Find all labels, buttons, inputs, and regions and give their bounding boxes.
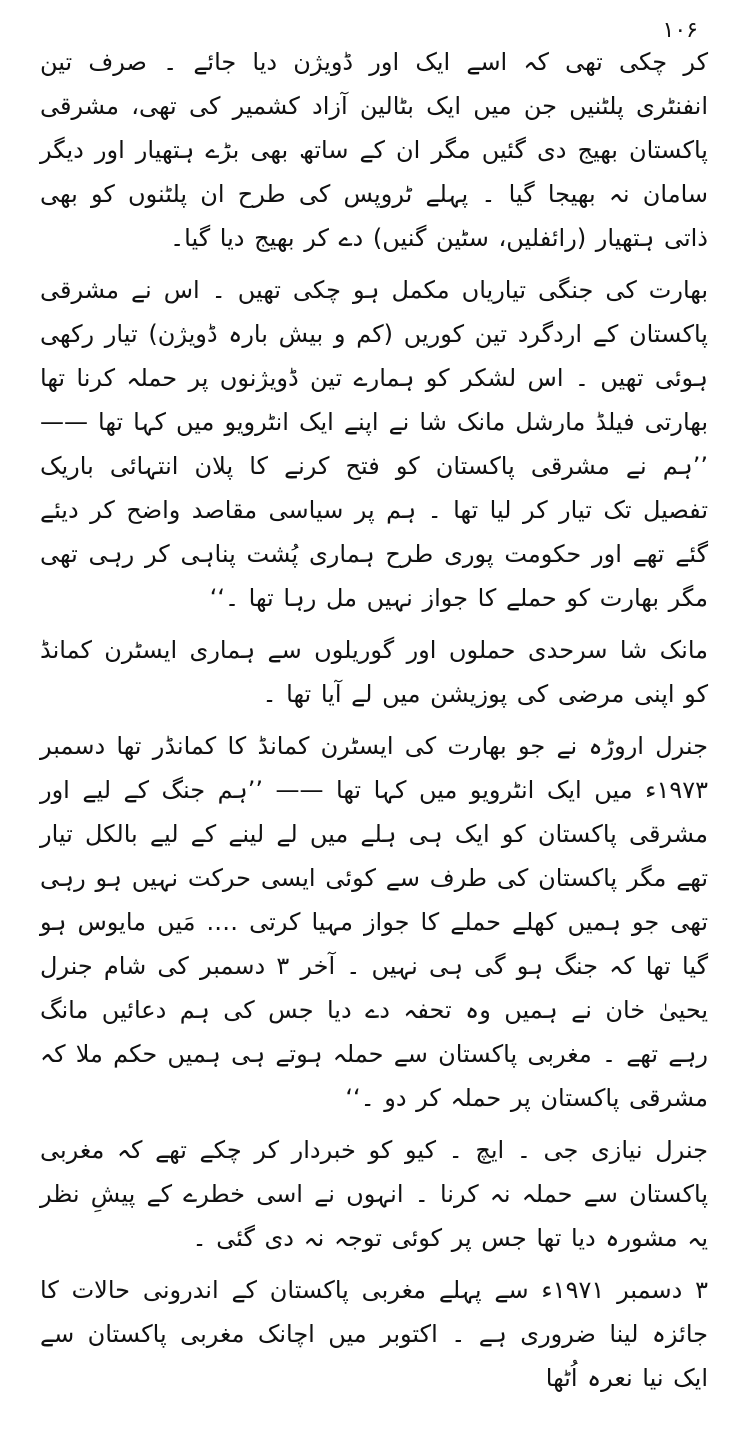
paragraph: جنرل نیازی جی ۔ ایچ ۔ کیو کو خبردار کر چکے تھے کہ مغربی پاکستان سے حملہ نہ کرنا ۔ انہوں نے اسی خطرے کے پیشِ نظر یہ مشورہ دیا تھا جس پر کوئی توجہ نہ دی گئی ۔ xyxy=(40,1136,708,1252)
paragraph: جنرل اروڑہ نے جو بھارت کی ایسٹرن کمانڈ کا کمانڈر تھا دسمبر ۱۹۷۳ء میں ایک انٹرویو میں کہا تھا —— ’’ہم جنگ کے لیے اور مشرقی پاکستان کو ایک ہی ہلے میں لے لینے کے لیے بالکل تیار تھے مگر پاکستان کی طرف سے کوئی ایسی حرکت نہیں ہو رہی تھی جو ہمیں کھلے حملے کا جواز مہیا کرتی …. مَیں مایوس ہو گیا تھا کہ جنگ ہو گی ہی نہیں ۔ آخر ۳ دسمبر کی شام جنرل یحییٰ خان نے ہمیں وہ تحفہ دے دیا جس کی ہم دعائیں مانگ رہے تھے ۔ مغربی پاکستان سے حملہ ہوتے ہی ہمیں حکم ملا کہ مشرقی پاکستان پر حملہ کر دو ۔‘‘ xyxy=(40,732,709,1112)
paragraph: ۳ دسمبر ۱۹۷۱ء سے پہلے مغربی پاکستان کے اندرونی حالات کا جائزہ لینا ضروری ہے ۔ اکتوبر میں اچانک مغربی پاکستان سے ایک نیا نعرہ اُٹھا xyxy=(40,1276,708,1392)
page-number: ۱۰۶ xyxy=(662,18,698,43)
paragraph: بھارت کی جنگی تیاریاں مکمل ہو چکی تھیں ۔ اس نے مشرقی پاکستان کے اردگرد تین کوریں (کم و بیش بارہ ڈویژن) تیار رکھی ہوئی تھیں ۔ اس لشکر کو ہمارے تین ڈویژنوں پر حملہ کرنا تھا بھارتی فیلڈ مارشل مانک شا نے اپنے ایک انٹرویو میں کہا تھا —— ’’ہم نے مشرقی پاکستان کو فتح کرنے کا پلان انتہائی باریک تفصیل تک تیار کر لیا تھا ۔ ہم پر سیاسی مقاصد واضح کر دیئے گئے تھے اور حکومت پوری طرح ہماری پُشت پناہی کر رہی تھی مگر بھارت کو حملے کا جواز نہیں مل رہا تھا ۔‘‘ xyxy=(40,276,708,612)
paragraph: مانک شا سرحدی حملوں اور گوریلوں سے ہماری ایسٹرن کمانڈ کو اپنی مرضی کی پوزیشن میں لے آیا تھا ۔ xyxy=(40,636,708,708)
page-body xyxy=(40,40,708,1400)
paragraph: کر چکی تھی کہ اسے ایک اور ڈویژن دیا جائے ۔ صرف تین انفنٹری پلٹنیں جن میں ایک بٹالین آزاد کشمیر کی تھی، مشرقی پاکستان بھیج دی گئیں مگر ان کے ساتھ بھی بڑے ہتھیار اور دیگر سامان نہ بھیجا گیا ۔ پہلے ٹروپس کی طرح ان پلٹنوں کو بھی ذاتی ہتھیار (رائفلیں، سٹین گنیں) دے کر بھیج دیا گیا۔ xyxy=(40,48,708,252)
